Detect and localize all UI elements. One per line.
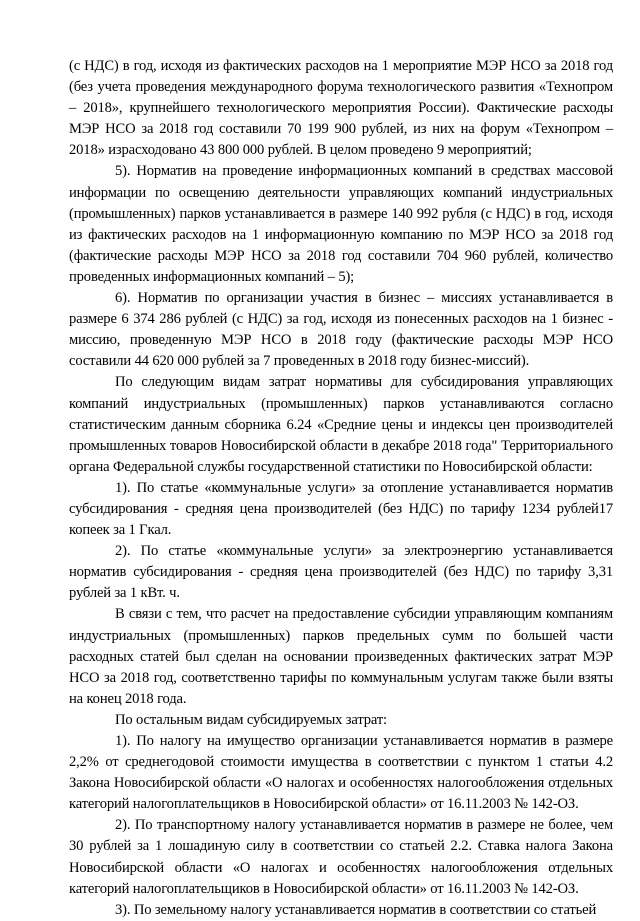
paragraph-land-tax: 3). По земельному налогу устанавливается норматив в соответствии со статьей (115, 901, 597, 918)
document-page (69, 56, 613, 921)
paragraph-item-5-information-campaigns: 5). Норматив на проведение информационных компаний в средствах массовой информации по освещению деятельности управляющих компаний индустриальных (промышленных) парков устанавливается в размере 140 992 рубля (с НДС) в год, исходя из фактических расходов на 1 информационную компанию по МЭР НСО за 2018 год (фактические расходы МЭР НСО за 2018 год составили 704 960 рублей, количество проведенных информационных компаний – 5); (69, 163, 613, 285)
paragraph-event-costs: (с НДС) в год, исходя из фактических расходов на 1 мероприятие МЭР НСО за 2018 год (без учета проведения международного форума технологического развития «Технопром – 2018», крупнейшего технологического мероприятия России). Фактические расходы МЭР НСО за 2018 год составили 70 199 900 рублей, из них на форум «Технопром – 2018» израсходовано 43 800 000 рублей. В целом проведено 9 мероприятий; (69, 58, 613, 159)
paragraph-property-tax: 1). По налогу на имущество организации устанавливается норматив в размере 2,2% от среднегодовой стоимости имущества в соответствии с пунктом 1 статьи 4.2 Закона Новосибирской области «О налогах и особенностях налогообложения отдельных категорий налогоплательщиков в Новосибирской области» от 16.11.2003 № 142-ОЗ. (69, 733, 613, 813)
paragraph-heating-tariff: 1). По статье «коммунальные услуги» за отопление устанавливается норматив субсидирования - средняя цена производителей (без НДС) по тарифу 1234 рублей17 копеек за 1 Гкал. (69, 479, 613, 539)
paragraph-electricity-tariff: 2). По статье «коммунальные услуги» за электроэнергию устанавливается норматив субсидирования - средняя цена производителей (без НДС) по тарифу 3,31 рублей за 1 кВт. ч. (69, 543, 613, 602)
paragraph-statistical-norms: По следующим видам затрат нормативы для субсидирования управляющих компаний индустриальных (промышленных) парков устанавливаются согласно статистическим данным сборника 6.24 «Средние цены и индексы цен производителей промышленных товаров Новосибирской области в декабре 2018 года" Территориального органа Федеральной службы государственной статистики по Новосибирской области: (69, 374, 613, 475)
paragraph-other-costs-heading: По остальным видам субсидируемых затрат: (115, 711, 387, 728)
paragraph-transport-tax: 2). По транспортному налогу устанавливается норматив в размере не более, чем 30 рублей за 1 лошадиную силу в соответствии со статьей 2.2. Ставка налога Закона Новосибирской области «О налогах и особенностях налогообложения отдельных категорий налогоплательщиков в Новосибирской области» от 16.11.2003 № 142-ОЗ. (69, 817, 613, 897)
paragraph-tariff-justification: В связи с тем, что расчет на предоставление субсидии управляющим компаниям индустриальных (промышленных) парков предельных сумм по большей части расходных статей был сделан на основании произведенных фактических затрат МЭР НСО за 2018 год, соответственно тарифы по коммунальным услугам также были взяты на конец 2018 года. (69, 606, 613, 707)
paragraph-item-6-business-missions: 6). Норматив по организации участия в бизнес – миссиях устанавливается в размере 6 374 286 рублей (с НДС) за год, исходя из понесенных расходов на 1 бизнес - миссию, проведенную МЭР НСО в 2018 году (фактические расходы МЭР НСО составили 44 620 000 рублей за 7 проведенных в 2018 году бизнес-миссий). (69, 290, 613, 370)
